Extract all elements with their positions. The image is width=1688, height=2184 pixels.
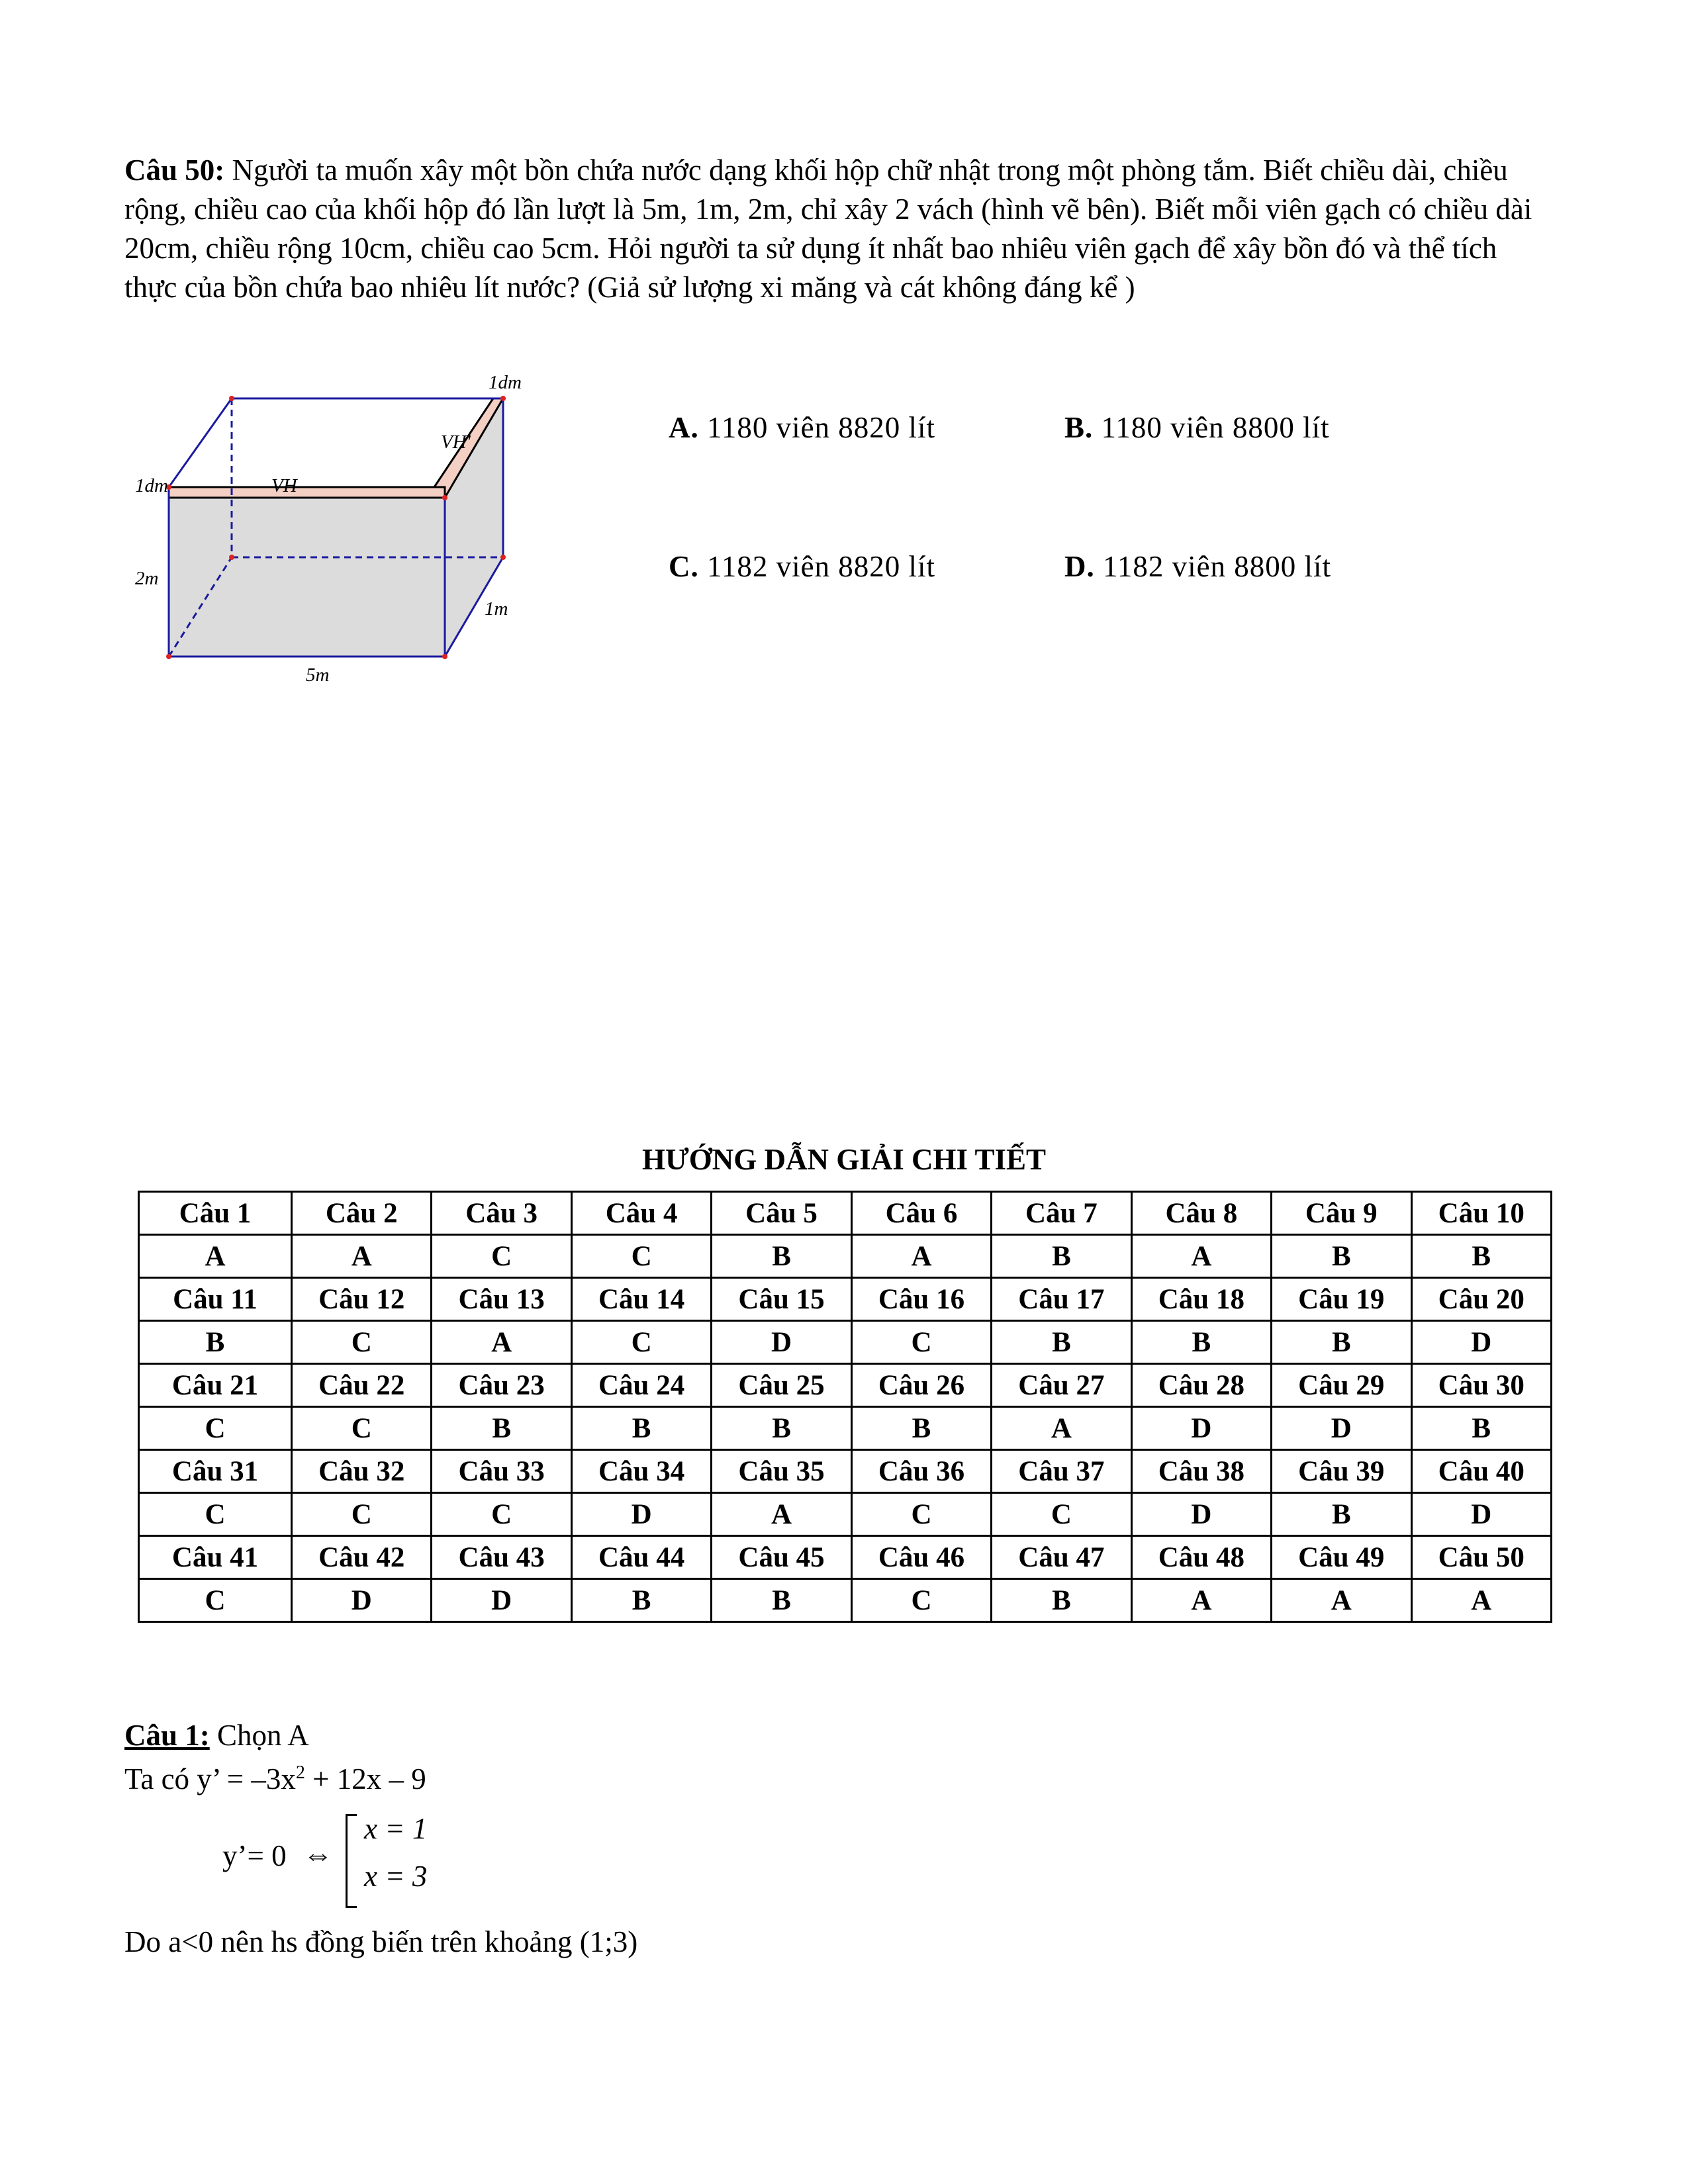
answer-cell: B <box>1272 1493 1411 1536</box>
question-number-cell: Câu 46 <box>851 1536 991 1579</box>
front-wall <box>169 498 445 657</box>
answer-cell: C <box>432 1235 571 1278</box>
question-number-cell: Câu 39 <box>1272 1450 1411 1493</box>
solution-heading-line <box>124 1718 309 1752</box>
question-number-cell: Câu 27 <box>992 1364 1131 1407</box>
answer-cell: C <box>992 1493 1131 1536</box>
answer-cell: D <box>432 1579 571 1622</box>
solution-heading: Câu 1: <box>124 1719 210 1752</box>
answer-letter-row <box>139 1321 1552 1364</box>
answer-cell: A <box>851 1235 991 1278</box>
question-number-cell: Câu 18 <box>1131 1278 1271 1321</box>
question-number-cell: Câu 40 <box>1411 1450 1552 1493</box>
answer-cell: B <box>571 1579 711 1622</box>
question-number-cell: Câu 29 <box>1272 1364 1411 1407</box>
question-number-row <box>139 1364 1552 1407</box>
answer-cell: D <box>1131 1493 1271 1536</box>
answer-cell: A <box>712 1493 851 1536</box>
answer-cell: C <box>851 1321 991 1364</box>
answer-cell: D <box>712 1321 851 1364</box>
option-text: 1182 viên 8820 lít <box>698 550 936 583</box>
solution-choice: Chọn A <box>209 1719 309 1752</box>
question-number-cell: Câu 24 <box>571 1364 711 1407</box>
derivative-prefix: Ta có y’ = –3x <box>124 1762 296 1796</box>
question-number-cell: Câu 12 <box>292 1278 432 1321</box>
question-number-cell: Câu 6 <box>851 1192 991 1235</box>
answer-cell: C <box>571 1235 711 1278</box>
option-letter: D. <box>1064 550 1095 583</box>
derivative-suffix: + 12x – 9 <box>305 1762 426 1796</box>
question-number-cell: Câu 37 <box>992 1450 1131 1493</box>
question-number-cell: Câu 30 <box>1411 1364 1552 1407</box>
answer-cell: B <box>712 1235 851 1278</box>
question-label: Câu 50: <box>124 154 225 187</box>
question-number-cell: Câu 44 <box>571 1536 711 1579</box>
answer-cell: B <box>571 1407 711 1450</box>
answer-cell: C <box>292 1321 432 1364</box>
question-number-cell: Câu 31 <box>139 1450 292 1493</box>
option-text: 1180 viên 8820 lít <box>698 411 936 444</box>
answer-cell: A <box>1411 1579 1552 1622</box>
answer-cell: C <box>139 1407 292 1450</box>
answer-letter-row <box>139 1407 1552 1450</box>
answer-cell: C <box>432 1493 571 1536</box>
root-system <box>338 1811 430 1904</box>
answer-cell: B <box>139 1321 292 1364</box>
question-number-cell: Câu 16 <box>851 1278 991 1321</box>
system-bracket <box>346 1814 357 1908</box>
option-text: 1182 viên 8800 lít <box>1094 550 1332 583</box>
question-number-cell: Câu 42 <box>292 1536 432 1579</box>
root-1: x = 1 <box>364 1812 428 1845</box>
tank-diagram <box>119 357 556 702</box>
answer-cell: A <box>1131 1579 1271 1622</box>
question-number-cell: Câu 28 <box>1131 1364 1271 1407</box>
question-number-row <box>139 1192 1552 1235</box>
answer-cell: C <box>571 1321 711 1364</box>
answer-cell: B <box>1411 1235 1552 1278</box>
question-number-cell: Câu 7 <box>992 1192 1131 1235</box>
option-c[interactable] <box>669 549 935 584</box>
section-title: HƯỚNG DẪN GIẢI CHI TIẾT <box>641 1143 1047 1176</box>
vertex <box>442 495 447 500</box>
edge-left-top <box>169 398 232 487</box>
answer-cell: D <box>1131 1407 1271 1450</box>
question-number-cell: Câu 9 <box>1272 1192 1411 1235</box>
question-number-cell: Câu 33 <box>432 1450 571 1493</box>
question-number-cell: Câu 50 <box>1411 1536 1552 1579</box>
answer-cell: A <box>1272 1579 1411 1622</box>
question-number-cell: Câu 47 <box>992 1536 1131 1579</box>
question-number-cell: Câu 35 <box>712 1450 851 1493</box>
answer-cell: C <box>292 1493 432 1536</box>
label-vh-front: VH <box>271 475 297 496</box>
tank-figure <box>119 357 556 702</box>
question-number-cell: Câu 17 <box>992 1278 1131 1321</box>
answer-letter-row <box>139 1579 1552 1622</box>
vertex <box>229 555 234 560</box>
question-number-cell: Câu 36 <box>851 1450 991 1493</box>
question-number-row <box>139 1450 1552 1493</box>
question-number-cell: Câu 13 <box>432 1278 571 1321</box>
answer-key-table <box>138 1191 1552 1623</box>
question-number-cell: Câu 43 <box>432 1536 571 1579</box>
option-letter: A. <box>669 411 699 444</box>
label-1m: 1m <box>485 598 508 619</box>
question-text: Người ta muốn xây một bồn chứa nước dạng khối hộp chữ nhật trong một phòng tắm. Biết chiều dài, chiều rộng, chiều cao của khối hộp đó lần lượt là 5m, 1m, 2m, chỉ xây 2 vách (hình vẽ bên). Biết mỗi viên gạch có chiều dài 20cm, chiều rộng 10cm, chiều cao 5cm. Hỏi người ta sử dụng ít nhất bao nhiêu viên gạch để xây bồn đó và thể tích thực của bồn chứa bao nhiêu lít nước? (Giả sử lượng xi măng và cát không đáng kể ) <box>124 154 1532 304</box>
root-2: x = 3 <box>364 1860 428 1893</box>
label-1dm-top: 1dm <box>489 372 522 393</box>
question-number-cell: Câu 34 <box>571 1450 711 1493</box>
option-letter: B. <box>1064 411 1094 444</box>
answer-cell: D <box>1272 1407 1411 1450</box>
answer-cell: D <box>292 1579 432 1622</box>
question-number-cell: Câu 11 <box>139 1278 292 1321</box>
answer-cell: B <box>1272 1321 1411 1364</box>
answer-letter-row <box>139 1235 1552 1278</box>
answer-cell: B <box>1131 1321 1271 1364</box>
equation-lhs: y’= 0 <box>222 1839 287 1872</box>
answer-cell: A <box>432 1321 571 1364</box>
answer-cell: D <box>571 1493 711 1536</box>
answer-cell: B <box>992 1321 1131 1364</box>
answer-cell: B <box>1272 1235 1411 1278</box>
answer-cell: A <box>292 1235 432 1278</box>
answer-cell: C <box>139 1579 292 1622</box>
vertex <box>442 654 447 659</box>
option-letter: C. <box>669 550 699 583</box>
question-number-cell: Câu 32 <box>292 1450 432 1493</box>
question-number-cell: Câu 38 <box>1131 1450 1271 1493</box>
answer-cell: C <box>292 1407 432 1450</box>
question-50 <box>124 151 1548 307</box>
question-number-cell: Câu 14 <box>571 1278 711 1321</box>
solution-conclusion: Do a<0 nên hs đồng biến trên khoảng (1;3) <box>124 1925 638 1958</box>
question-number-cell: Câu 1 <box>139 1192 292 1235</box>
front-wall-top <box>169 487 445 498</box>
question-number-cell: Câu 21 <box>139 1364 292 1407</box>
answer-cell: B <box>992 1579 1131 1622</box>
question-number-cell: Câu 15 <box>712 1278 851 1321</box>
question-number-row <box>139 1278 1552 1321</box>
option-b[interactable] <box>1064 410 1330 445</box>
derivative-exponent: 2 <box>295 1762 305 1783</box>
solution-derivative <box>124 1762 426 1796</box>
question-number-cell: Câu 2 <box>292 1192 432 1235</box>
label-5m: 5m <box>306 664 330 686</box>
answer-cell: B <box>1411 1407 1552 1450</box>
question-number-cell: Câu 48 <box>1131 1536 1271 1579</box>
answer-cell: B <box>712 1579 851 1622</box>
answer-cell: D <box>1411 1493 1552 1536</box>
question-number-cell: Câu 25 <box>712 1364 851 1407</box>
answer-cell: B <box>432 1407 571 1450</box>
equivalence-symbol: ⇔ <box>303 1838 333 1871</box>
answer-cell: C <box>851 1493 991 1536</box>
vertex <box>229 396 234 401</box>
answer-cell: C <box>851 1579 991 1622</box>
question-number-cell: Câu 20 <box>1411 1278 1552 1321</box>
question-number-cell: Câu 49 <box>1272 1536 1411 1579</box>
question-number-cell: Câu 41 <box>139 1536 292 1579</box>
vertex <box>166 654 171 659</box>
question-number-cell: Câu 22 <box>292 1364 432 1407</box>
answer-cell: A <box>139 1235 292 1278</box>
option-a[interactable] <box>669 410 935 445</box>
answer-cell: B <box>712 1407 851 1450</box>
answer-cell: A <box>992 1407 1131 1450</box>
question-number-cell: Câu 45 <box>712 1536 851 1579</box>
question-number-row <box>139 1536 1552 1579</box>
question-number-cell: Câu 3 <box>432 1192 571 1235</box>
question-number-cell: Câu 5 <box>712 1192 851 1235</box>
vertex <box>500 555 506 560</box>
question-number-cell: Câu 23 <box>432 1364 571 1407</box>
answer-letter-row <box>139 1493 1552 1536</box>
question-number-cell: Câu 10 <box>1411 1192 1552 1235</box>
option-d[interactable] <box>1064 549 1331 584</box>
question-number-cell: Câu 4 <box>571 1192 711 1235</box>
label-2m: 2m <box>135 568 159 589</box>
question-number-cell: Câu 26 <box>851 1364 991 1407</box>
question-number-cell: Câu 19 <box>1272 1278 1411 1321</box>
label-1dm-left: 1dm <box>135 475 168 496</box>
answer-cell: B <box>851 1407 991 1450</box>
answer-cell: C <box>139 1493 292 1536</box>
question-number-cell: Câu 8 <box>1131 1192 1271 1235</box>
answer-cell: B <box>992 1235 1131 1278</box>
option-text: 1180 viên 8800 lít <box>1093 411 1330 444</box>
answer-cell: D <box>1411 1321 1552 1364</box>
answer-cell: A <box>1131 1235 1271 1278</box>
label-vh-side: VH' <box>441 432 471 453</box>
vertex <box>500 396 506 401</box>
